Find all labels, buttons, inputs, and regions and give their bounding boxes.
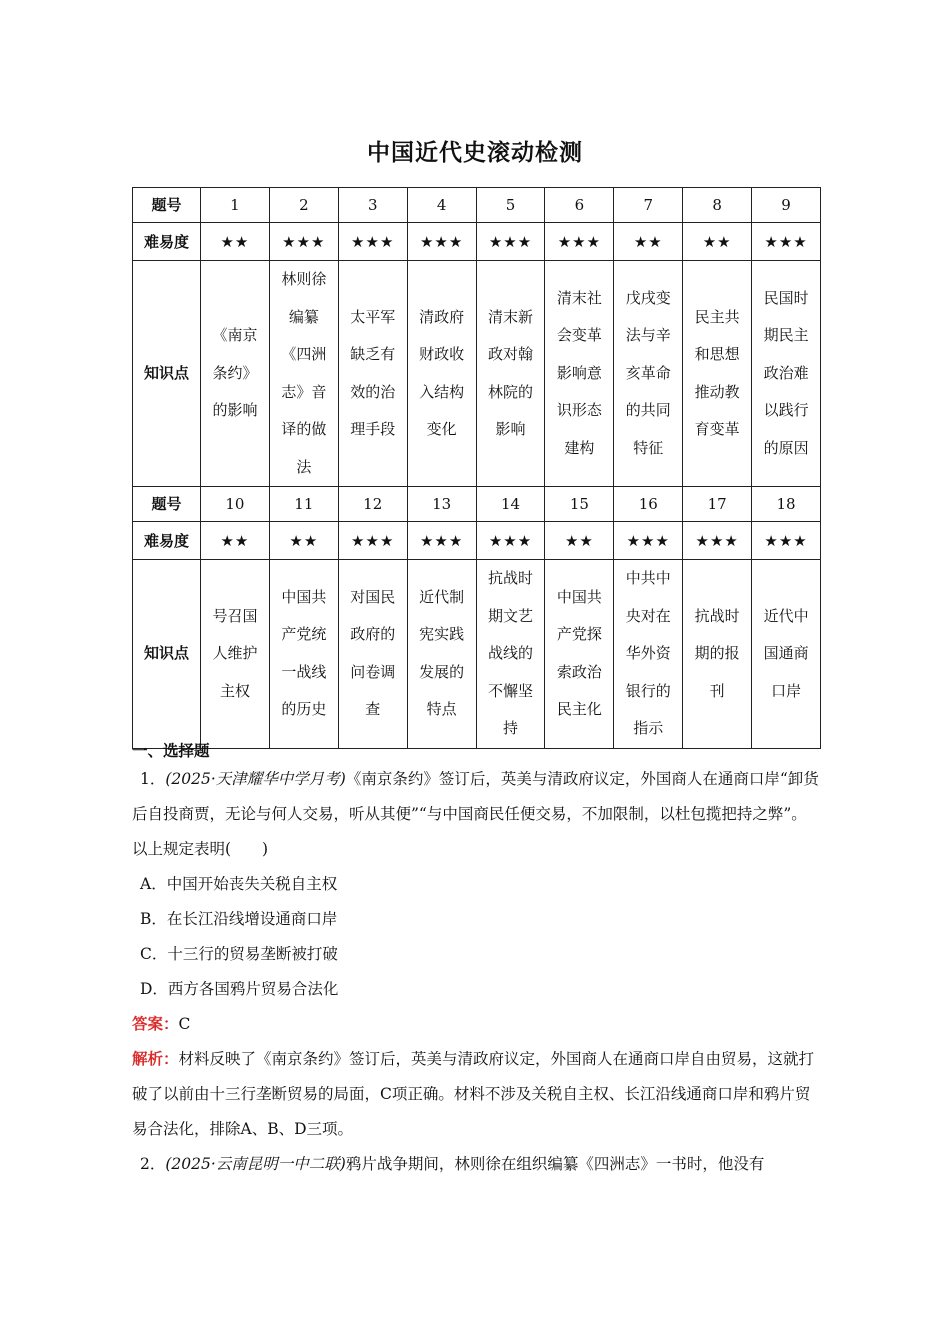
row-header: 知识点 — [133, 560, 201, 749]
difficulty-stars: ★★ — [683, 223, 752, 261]
table-row — [133, 223, 821, 261]
question-1-number: 1． — [140, 770, 166, 788]
difficulty-stars: ★★ — [269, 522, 338, 560]
page-title: 中国近代史滚动检测 — [367, 140, 583, 166]
difficulty-stars: ★★ — [201, 223, 270, 261]
knowledge-point: 抗战时期的报刊 — [683, 560, 752, 749]
question-1-text: 《南京条约》签订后，英美与清政府议定，外国商人在通商口岸“卸货后自投商贾，无论与何人交易，听从其便”“与中国商民任便交易，不加限制，以杜包揽把持之弊”。以上规定表明( ) — [132, 770, 819, 858]
answer-line — [132, 1007, 822, 1042]
knowledge-point: 对国民政府的问卷调查 — [338, 560, 407, 749]
row-header: 难易度 — [133, 223, 201, 261]
answer-label: 答案： — [132, 1015, 179, 1033]
knowledge-point: 戊戌变法与辛亥革命的共同特征 — [614, 261, 683, 487]
difficulty-stars: ★★★ — [752, 223, 821, 261]
section-title: 一、选择题 — [132, 742, 210, 760]
knowledge-point: 清末社会变革影响意识形态建构 — [545, 261, 614, 487]
difficulty-stars: ★★★ — [545, 223, 614, 261]
question-2-text: 鸦片战争期间，林则徐在组织编纂《四洲志》一书时，他没有 — [345, 1155, 765, 1173]
difficulty-stars: ★★ — [614, 223, 683, 261]
knowledge-point: 林则徐编纂《四洲志》音译的做法 — [269, 261, 338, 487]
knowledge-point: 中国共产党探索政治民主化 — [545, 560, 614, 749]
difficulty-stars: ★★★ — [407, 522, 476, 560]
difficulty-stars: ★★★ — [407, 223, 476, 261]
difficulty-stars: ★★★ — [476, 522, 545, 560]
table-row — [133, 261, 821, 487]
difficulty-stars: ★★ — [201, 522, 270, 560]
question-number: 14 — [476, 487, 545, 522]
question-2-number: 2． — [140, 1155, 166, 1173]
table-row — [133, 522, 821, 560]
difficulty-stars: ★★ — [545, 522, 614, 560]
answer-value: C — [178, 1015, 191, 1033]
question-number: 9 — [752, 188, 821, 223]
row-header: 题号 — [133, 487, 201, 522]
question-number: 3 — [338, 188, 407, 223]
option-a: A．中国开始丧失关税自主权 — [140, 875, 338, 893]
question-2-stem — [132, 1147, 822, 1182]
question-number: 1 — [201, 188, 270, 223]
row-header: 难易度 — [133, 522, 201, 560]
option-d: D．西方各国鸦片贸易合法化 — [140, 980, 339, 998]
knowledge-point: 近代制宪实践发展的特点 — [407, 560, 476, 749]
analysis-label: 解析： — [132, 1050, 179, 1068]
question-number: 16 — [614, 487, 683, 522]
analysis-text: 材料反映了《南京条约》签订后，英美与清政府议定，外国商人在通商口岸自由贸易，这就打破了以前由十三行垄断贸易的局面，C项正确。材料不涉及关税自主权、长江沿线通商口岸和鸦片贸易合法化，排除A、B、D三项。 — [132, 1050, 815, 1138]
question-number: 18 — [752, 487, 821, 522]
question-1-source: (2025·天津耀华中学月考) — [165, 770, 346, 788]
difficulty-stars: ★★★ — [269, 223, 338, 261]
knowledge-point: 近代中国通商口岸 — [752, 560, 821, 749]
analysis-line — [132, 1042, 822, 1147]
question-number: 6 — [545, 188, 614, 223]
knowledge-point: 号召国人维护主权 — [201, 560, 270, 749]
difficulty-stars: ★★★ — [614, 522, 683, 560]
difficulty-stars: ★★★ — [338, 223, 407, 261]
question-content — [132, 740, 822, 1182]
question-number: 11 — [269, 487, 338, 522]
row-header: 题号 — [133, 188, 201, 223]
overview-table — [132, 187, 821, 749]
question-number: 7 — [614, 188, 683, 223]
question-number: 2 — [269, 188, 338, 223]
difficulty-stars: ★★★ — [683, 522, 752, 560]
knowledge-point: 民主共和思想推动教育变革 — [683, 261, 752, 487]
question-number: 12 — [338, 487, 407, 522]
question-1-stem — [132, 762, 822, 867]
knowledge-point: 清末新政对翰林院的影响 — [476, 261, 545, 487]
question-number: 5 — [476, 188, 545, 223]
difficulty-stars: ★★★ — [476, 223, 545, 261]
option-c: C．十三行的贸易垄断被打破 — [140, 945, 338, 963]
table-row — [133, 188, 821, 223]
question-number: 17 — [683, 487, 752, 522]
knowledge-point: 《南京条约》的影响 — [201, 261, 270, 487]
knowledge-point: 清政府财政收入结构变化 — [407, 261, 476, 487]
question-number: 13 — [407, 487, 476, 522]
knowledge-point: 抗战时期文艺战线的不懈坚持 — [476, 560, 545, 749]
table-row — [133, 560, 821, 749]
question-number: 8 — [683, 188, 752, 223]
question-2-source: (2025·云南昆明一中二联) — [165, 1155, 346, 1173]
difficulty-stars: ★★★ — [752, 522, 821, 560]
knowledge-point: 中共中央对在华外资银行的指示 — [614, 560, 683, 749]
table-row — [133, 487, 821, 522]
knowledge-point: 中国共产党统一战线的历史 — [269, 560, 338, 749]
row-header: 知识点 — [133, 261, 201, 487]
question-number: 10 — [201, 487, 270, 522]
knowledge-point: 民国时期民主政治难以践行的原因 — [752, 261, 821, 487]
option-b: B．在长江沿线增设通商口岸 — [140, 910, 338, 928]
question-number: 4 — [407, 188, 476, 223]
difficulty-stars: ★★★ — [338, 522, 407, 560]
question-number: 15 — [545, 487, 614, 522]
knowledge-point: 太平军缺乏有效的治理手段 — [338, 261, 407, 487]
